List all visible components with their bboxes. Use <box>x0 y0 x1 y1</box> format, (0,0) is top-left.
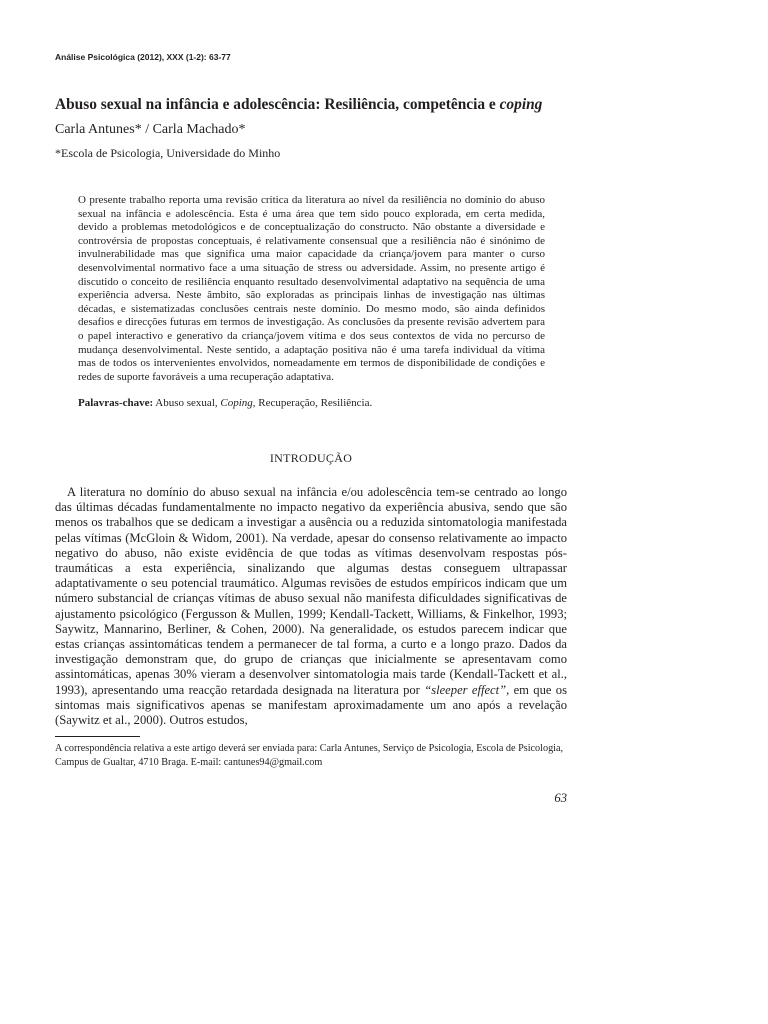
affiliation: *Escola de Psicologia, Universidade do Minho <box>55 146 281 160</box>
footnote-divider <box>55 736 140 737</box>
correspondence-footnote: A correspondência relativa a este artigo deverá ser enviada para: Carla Antunes, Serviço de Psicologia, Escola de Psicologia, Campus de Gualtar, 4710 Braga. E-mail: cantunes94@gmail.com <box>55 743 564 768</box>
authors: Carla Antunes* / Carla Machado* <box>55 122 246 137</box>
abstract: O presente trabalho reporta uma revisão crítica da literatura ao nível da resiliência no domínio do abuso sexual na infância e adolescência. Esta é uma área que tem sido pouco explorada, em certa medida, devido a problemas metodológicos e de conceptualização do constructo. Não obstante a diversidade e controvérsia de propostas conceptuais, é relativamente consensual que a resiliência não é sinónimo de invulnerabilidade mas que significa uma maior capacidade da criança/jovem para manter o curso desenvolvimental normativo face a uma situação de stress ou adversidade. Assim, no presente artigo é discutido o conceito de resiliência enquanto resultado desenvolvimental adaptativo na sequência de uma experiência adversa. Neste âmbito, são exploradas as principais linhas de investigação nas últimas décadas, e sistematizadas conclusões centrais neste domínio. Do mesmo modo, são ainda definidos desafios e direcções futuras em termos de investigação. As conclusões da presente revisão advertem para o papel interactivo e generativo da criança/jovem vítima e dos seus contextos de vida no percurso de mudança desenvolvimental. Neste sentido, a adaptação positiva não é uma tarefa individual da vítima mas de todos os intervenientes envolvidos, nomeadamente em termos de disponibilidade de condições e redes de suporte favoráveis a uma recuperação adaptativa. <box>78 194 545 383</box>
section-heading-introduction: INTRODUÇÃO <box>269 451 353 465</box>
introduction-paragraph <box>55 485 567 728</box>
intro-text-part1: A literatura no domínio do abuso sexual na infância e/ou adolescência tem-se centrado ao longo das últimas décadas fundamentalmente no impacto negativo da experiência abusiva, sendo que são menos os trabalhos que se dedicam a investigar a ausência ou a reduzida sintomatologia manifestada pelas vítimas (McGloin & Widom, 2001). Na verdade, apesar do consenso relativamente ao impacto negativo do abuso, não existe evidência de que todas as vítimas desenvolvam respostas pós-traumáticas a esta experiência, sinalizando que algumas destas conseguem ultrapassar adaptativamente o seu potencial traumático. Algumas revisões de estudos empíricos indicam que um número substancial de crianças vítimas de abuso sexual não manifesta dificuldades significativas de ajustamento psicológico (Fergusson & Mullen, 1999; Kendall-Tackett, Williams, & Finkelhor, 1993; Saywitz, Mannarino, Berliner, & Cohen, 2000). Na generalidade, os estudos parecem indicar que estas crianças assintomáticas tendem a permanecer de tal forma, a curto e a longo prazo. Dados da investigação demonstram que, do grupo de crianças que inicialmente se apresentavam como assintomáticas, apenas 30% vieram a desenvolver sintomatologia mais tarde (Kendall-Tackett et al., 1993), apresentando uma reacção retardada designada na literatura por <box>55 485 567 697</box>
keywords-before: Abuso sexual, <box>153 397 221 409</box>
keywords <box>78 397 545 411</box>
title-italic: coping <box>499 96 543 113</box>
keywords-after: , Recuperação, Resiliência. <box>252 397 373 409</box>
keywords-italic: Coping <box>220 397 253 409</box>
title-main: Abuso sexual na infância e adolescência: Resiliência, competência e <box>55 96 500 113</box>
keywords-label: Palavras-chave: <box>78 397 154 409</box>
intro-text-italic: “sleeper effect” <box>424 682 507 697</box>
page-number: 63 <box>554 791 567 805</box>
running-head: Análise Psicológica (2012), XXX (1-2): 63-77 <box>55 52 231 62</box>
article-title <box>55 96 695 114</box>
intro-text-part2: , em que os sintomas mais significativos apenas se manifestam aproximadamente um ano após a revelação (Saywitz et al., 2000). Outros estudos, <box>55 682 567 728</box>
